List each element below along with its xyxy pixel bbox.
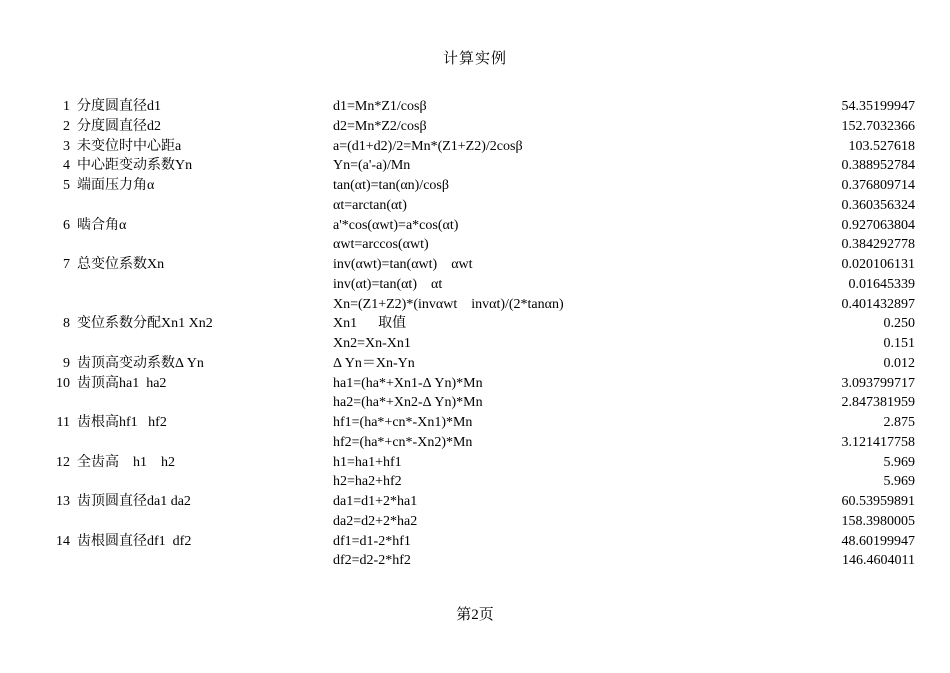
row-value: 0.020106131 (841, 257, 915, 272)
table-row (0, 551, 950, 571)
row-formula: df2=d2-2*hf2 (333, 553, 411, 569)
table-row (0, 334, 950, 354)
row-label: 变位系数分配Xn1 Xn2 (77, 316, 213, 332)
row-value: 0.012 (883, 355, 915, 371)
row-formula: h1=ha1+hf1 (333, 454, 402, 470)
row-formula: da1=d1+2*ha1 (333, 494, 418, 509)
table-row (0, 235, 950, 255)
table-row (0, 137, 950, 157)
row-formula: inv(αwt)=tan(αwt) αwt (333, 257, 473, 272)
table-row (0, 354, 950, 374)
row-value: 0.401432897 (841, 296, 915, 312)
row-value: 3.121417758 (841, 434, 915, 450)
row-label: 端面压力角α (77, 178, 155, 193)
row-label: 齿顶高ha1 ha2 (77, 375, 167, 391)
row-value: 5.969 (883, 474, 915, 490)
row-value: 158.3980005 (841, 513, 915, 529)
table-row (0, 492, 950, 512)
row-number: 4 (63, 158, 70, 174)
row-value: 60.53959891 (841, 494, 915, 509)
row-label: 啮合角α (77, 217, 127, 233)
row-value: 0.360356324 (841, 197, 915, 213)
row-label: 齿顶圆直径da1 da2 (77, 494, 191, 509)
row-formula: ha1=(ha*+Xn1-Δ Yn)*Mn (333, 375, 483, 391)
table-row (0, 97, 950, 117)
row-number: 5 (63, 178, 70, 193)
row-label: 总变位系数Xn (77, 257, 165, 272)
table-row (0, 413, 950, 433)
row-value: 0.01645339 (848, 276, 915, 292)
row-number: 12 (56, 454, 70, 470)
table-row (0, 275, 950, 295)
row-value: 0.151 (883, 336, 915, 351)
row-number: 1 (63, 99, 70, 114)
row-value: 0.388952784 (841, 158, 915, 174)
row-label: 齿顶高变动系数Δ Yn (77, 355, 204, 371)
row-formula: αwt=arccos(αwt) (333, 237, 429, 253)
page-title: 计算实例 (442, 51, 507, 67)
row-value: 2.875 (883, 415, 915, 430)
row-number: 13 (56, 494, 70, 509)
row-number: 7 (63, 257, 70, 272)
table-row (0, 314, 950, 334)
row-number: 14 (56, 533, 70, 549)
row-value: 2.847381959 (841, 395, 915, 411)
row-formula: tan(αt)=tan(αn)/cosβ (333, 178, 449, 193)
row-formula: hf1=(ha*+cn*-Xn1)*Mn (333, 415, 473, 430)
row-label: 未变位时中心距a (77, 138, 182, 154)
row-formula: hf2=(ha*+cn*-Xn2)*Mn (333, 434, 473, 450)
page-number: 第2页 (456, 607, 494, 623)
row-label: 齿根高hf1 hf2 (77, 415, 167, 430)
row-formula: d2=Mn*Z2/cosβ (333, 118, 427, 134)
row-value: 0.927063804 (841, 217, 915, 233)
row-formula: da2=d2+2*ha2 (333, 513, 418, 529)
row-formula: h2=ha2+hf2 (333, 474, 402, 490)
row-formula: inv(αt)=tan(αt) αt (333, 276, 443, 292)
table-row (0, 295, 950, 315)
row-label: 齿根圆直径df1 df2 (77, 533, 192, 549)
row-value: 152.7032366 (841, 118, 915, 134)
row-label: 中心距变动系数Yn (77, 158, 193, 174)
row-formula: a=(d1+d2)/2=Mn*(Z1+Z2)/2cosβ (333, 138, 523, 154)
row-formula: Δ Yn＝Xn-Yn (333, 355, 415, 371)
row-number: 8 (63, 316, 70, 332)
row-value: 0.376809714 (841, 178, 915, 193)
table-row (0, 472, 950, 492)
table-row (0, 433, 950, 453)
row-formula: Xn=(Z1+Z2)*(invαwt invαt)/(2*tanαn) (333, 296, 564, 312)
row-value: 48.60199947 (841, 533, 915, 549)
table-row (0, 196, 950, 216)
table-row (0, 117, 950, 137)
row-number: 3 (63, 138, 70, 154)
table-row (0, 216, 950, 236)
row-label: 全齿高 h1 h2 (77, 454, 175, 470)
table-row (0, 393, 950, 413)
row-label: 分度圆直径d1 (77, 99, 161, 114)
table-row (0, 176, 950, 196)
table-row (0, 532, 950, 552)
row-formula: Yn=(a'-a)/Mn (333, 158, 411, 174)
row-value: 0.384292778 (841, 237, 915, 253)
table-row (0, 512, 950, 532)
row-value: 5.969 (883, 454, 915, 470)
calculation-table (0, 97, 950, 571)
row-value: 103.527618 (848, 138, 915, 154)
table-row (0, 374, 950, 394)
row-formula: αt=arctan(αt) (333, 197, 407, 213)
table-row (0, 156, 950, 176)
row-label: 分度圆直径d2 (77, 118, 161, 134)
row-formula: Xn1 取值 (333, 316, 407, 332)
row-number: 6 (63, 217, 70, 233)
row-number: 2 (63, 118, 70, 134)
table-row (0, 255, 950, 275)
row-formula: df1=d1-2*hf1 (333, 533, 411, 549)
row-value: 0.250 (883, 316, 915, 332)
row-formula: ha2=(ha*+Xn2-Δ Yn)*Mn (333, 395, 483, 411)
row-formula: d1=Mn*Z1/cosβ (333, 99, 427, 114)
row-number: 11 (56, 415, 70, 430)
table-row (0, 453, 950, 473)
row-value: 146.4604011 (842, 553, 915, 569)
row-formula: a'*cos(αwt)=a*cos(αt) (333, 217, 459, 233)
row-value: 3.093799717 (841, 375, 915, 391)
row-number: 9 (63, 355, 70, 371)
row-number: 10 (56, 375, 70, 391)
row-formula: Xn2=Xn-Xn1 (333, 336, 411, 351)
row-value: 54.35199947 (841, 99, 915, 114)
